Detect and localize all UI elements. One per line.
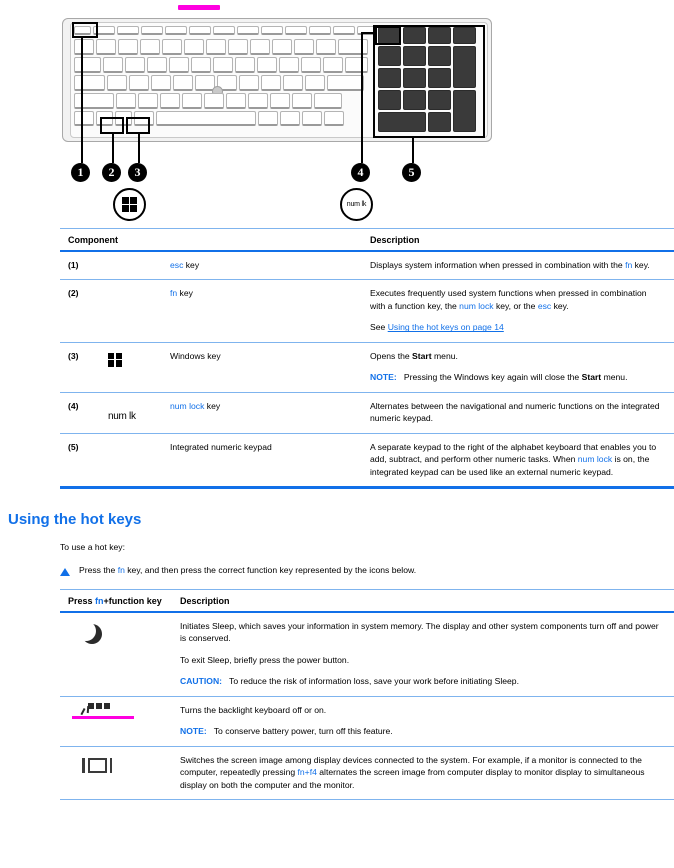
desc-paragraph: A separate keypad to the right of the alphabet keyboard that enables you to add, subtract, and perform other numeric tasks. When num lock is on, the integrated keypad can be used like an external numeric keypad. xyxy=(370,441,657,477)
component-name-rest: key xyxy=(177,288,193,299)
windows-logo-icon xyxy=(122,197,137,212)
display-bar-right xyxy=(110,758,113,773)
table-row xyxy=(60,612,674,696)
leader-line-4-h xyxy=(361,32,377,34)
inline-fn-key: fn xyxy=(117,564,125,575)
callout-bubble-1: 1 xyxy=(71,163,90,182)
row-icon xyxy=(100,433,162,487)
row-number: (3) xyxy=(60,342,100,392)
inline-esc-key: esc xyxy=(537,300,552,311)
row-component-name xyxy=(162,342,362,392)
desc-paragraph: Opens the Start menu. xyxy=(370,350,458,361)
component-name-rest: key xyxy=(204,400,221,411)
desc-paragraph-see: See Using the hot keys on page 14 xyxy=(370,322,504,333)
desc-note: NOTE: Pressing the Windows key again will close the Start menu. xyxy=(370,372,628,383)
display-screen xyxy=(88,758,107,773)
hotkeys-table-header-row xyxy=(60,589,674,612)
row-icon xyxy=(100,280,162,342)
callout-bubble-5: 5 xyxy=(402,163,421,182)
note-label: NOTE: xyxy=(370,372,397,383)
component-name-rest: Windows key xyxy=(170,350,221,361)
row-description xyxy=(362,392,674,433)
row-description xyxy=(362,280,674,342)
hotkeys-bullet xyxy=(0,565,674,576)
row-description xyxy=(362,342,674,392)
row-icon xyxy=(60,612,172,696)
row-description xyxy=(362,251,674,280)
table-row xyxy=(60,280,674,342)
row-component-name xyxy=(162,280,362,342)
inline-fn-key: fn xyxy=(625,260,633,270)
row-number: (1) xyxy=(60,251,100,280)
highlight-keypad-block xyxy=(373,25,485,138)
components-table-header-row xyxy=(60,229,674,252)
component-name-blue: num lock xyxy=(170,400,205,411)
row-icon xyxy=(100,251,162,280)
caution-label: CAUTION: xyxy=(180,676,223,687)
legend-numlock-key-circle xyxy=(340,188,373,221)
header-component: Component xyxy=(60,229,362,252)
callout-bubble-3: 3 xyxy=(128,163,147,182)
desc-paragraph: Alternates between the navigational and numeric functions on the integrated numeric keypad. xyxy=(370,400,660,424)
callout-bubble-2: 2 xyxy=(102,163,121,182)
row-description xyxy=(172,612,674,696)
highlight-esc-key xyxy=(72,22,98,38)
callout-bubble-4: 4 xyxy=(351,163,370,182)
display-switch-icon xyxy=(82,758,162,773)
row-number: (5) xyxy=(60,433,100,487)
backlight-ray-icon xyxy=(80,708,85,715)
keyboard-figure xyxy=(0,0,674,228)
desc-paragraph: Turns the backlight keyboard off or on. xyxy=(180,704,327,715)
desc-paragraph: Switches the screen image among display devices connected to the system. For example, if a monitor is connected to the computer, repeatedly pressing fn+f4 alternates the screen image from computer display to monitor display to simultaneous display on both the computer and the monitor. xyxy=(180,754,645,790)
leader-line-3 xyxy=(138,134,140,163)
magenta-highlight-top xyxy=(178,5,220,10)
component-name-blue: fn xyxy=(170,288,178,299)
table-row xyxy=(60,342,674,392)
leader-line-2 xyxy=(112,134,114,163)
desc-caution: CAUTION: To reduce the risk of information loss, save your work before initiating Sleep. xyxy=(180,676,519,687)
row-component-name: Integrated numeric keypad xyxy=(162,433,362,487)
highlight-windows-key xyxy=(126,117,150,134)
header-description: Description xyxy=(172,589,674,612)
row-icon xyxy=(60,746,172,799)
hotkeys-table xyxy=(60,589,674,800)
leader-line-1 xyxy=(81,38,83,163)
table-row xyxy=(60,433,674,487)
display-bar-left xyxy=(82,758,85,773)
inline-numlock-key: num lock xyxy=(459,300,494,311)
note-label: NOTE: xyxy=(180,726,207,737)
table-row xyxy=(60,251,674,280)
inline-fn-f4-key: fn+f4 xyxy=(297,767,317,778)
hotkeys-table-body xyxy=(60,612,674,800)
components-table-body xyxy=(60,251,674,487)
header-press-fn-function-key: Press fn+function key xyxy=(60,589,172,612)
desc-note: NOTE: To conserve battery power, turn off this feature. xyxy=(180,726,393,737)
desc-paragraph: Displays system information when pressed in combination with the fn key. xyxy=(370,260,650,270)
row-component-name xyxy=(162,392,362,433)
legend-windows-key-circle xyxy=(113,188,146,221)
row-description xyxy=(362,433,674,487)
component-name-blue: esc xyxy=(170,260,184,270)
windows-key-icon xyxy=(108,353,122,367)
page-title: Using the hot keys xyxy=(8,510,142,528)
row-icon xyxy=(60,696,172,746)
keyboard-row-qwerty xyxy=(74,57,368,73)
triangle-bullet-icon xyxy=(60,568,70,576)
start-menu-term: Start xyxy=(412,350,432,361)
keyboard-row-function xyxy=(74,26,379,35)
moon-icon xyxy=(82,624,102,644)
hotkeys-bullet-text: Press the fn key, and then press the correct function key represented by the icons below. xyxy=(79,564,417,575)
table-row xyxy=(60,392,674,433)
leader-line-4 xyxy=(361,32,363,163)
keyboard-row-shift xyxy=(74,93,342,109)
magenta-highlight-backlight xyxy=(72,716,134,719)
components-table xyxy=(60,228,674,489)
numlock-key-icon: num lk xyxy=(108,410,136,422)
numlock-legend-label: num lk xyxy=(346,201,367,208)
inline-fn-key: fn xyxy=(95,595,104,606)
backlight-keys-icon xyxy=(88,703,110,709)
desc-paragraph: To exit Sleep, briefly press the power button. xyxy=(180,654,350,665)
highlight-fn-key xyxy=(100,117,124,134)
table-row xyxy=(60,746,674,799)
row-number: (4) xyxy=(60,392,100,433)
inline-numlock-key: num lock xyxy=(577,454,613,465)
row-component-name xyxy=(162,251,362,280)
leader-line-5 xyxy=(412,138,414,163)
row-icon xyxy=(100,392,162,433)
row-number: (2) xyxy=(60,280,100,342)
start-menu-term: Start xyxy=(581,372,602,383)
row-description xyxy=(172,696,674,746)
table-row xyxy=(60,696,674,746)
hot-keys-cross-reference-link[interactable]: Using the hot keys on page 14 xyxy=(387,322,504,333)
desc-paragraph: Executes frequently used system functions when pressed in combination with a function key, the num lock key, or the esc key. xyxy=(370,288,647,311)
keyboard-row-numbers xyxy=(74,39,368,55)
component-name-rest: key xyxy=(183,260,200,270)
row-icon xyxy=(100,342,162,392)
desc-paragraph: Initiates Sleep, which saves your information in system memory. The display and other system components turn off and power is conserved. xyxy=(180,620,659,644)
header-description: Description xyxy=(362,229,674,252)
row-description xyxy=(172,746,674,799)
hotkeys-intro: To use a hot key: xyxy=(60,541,125,552)
